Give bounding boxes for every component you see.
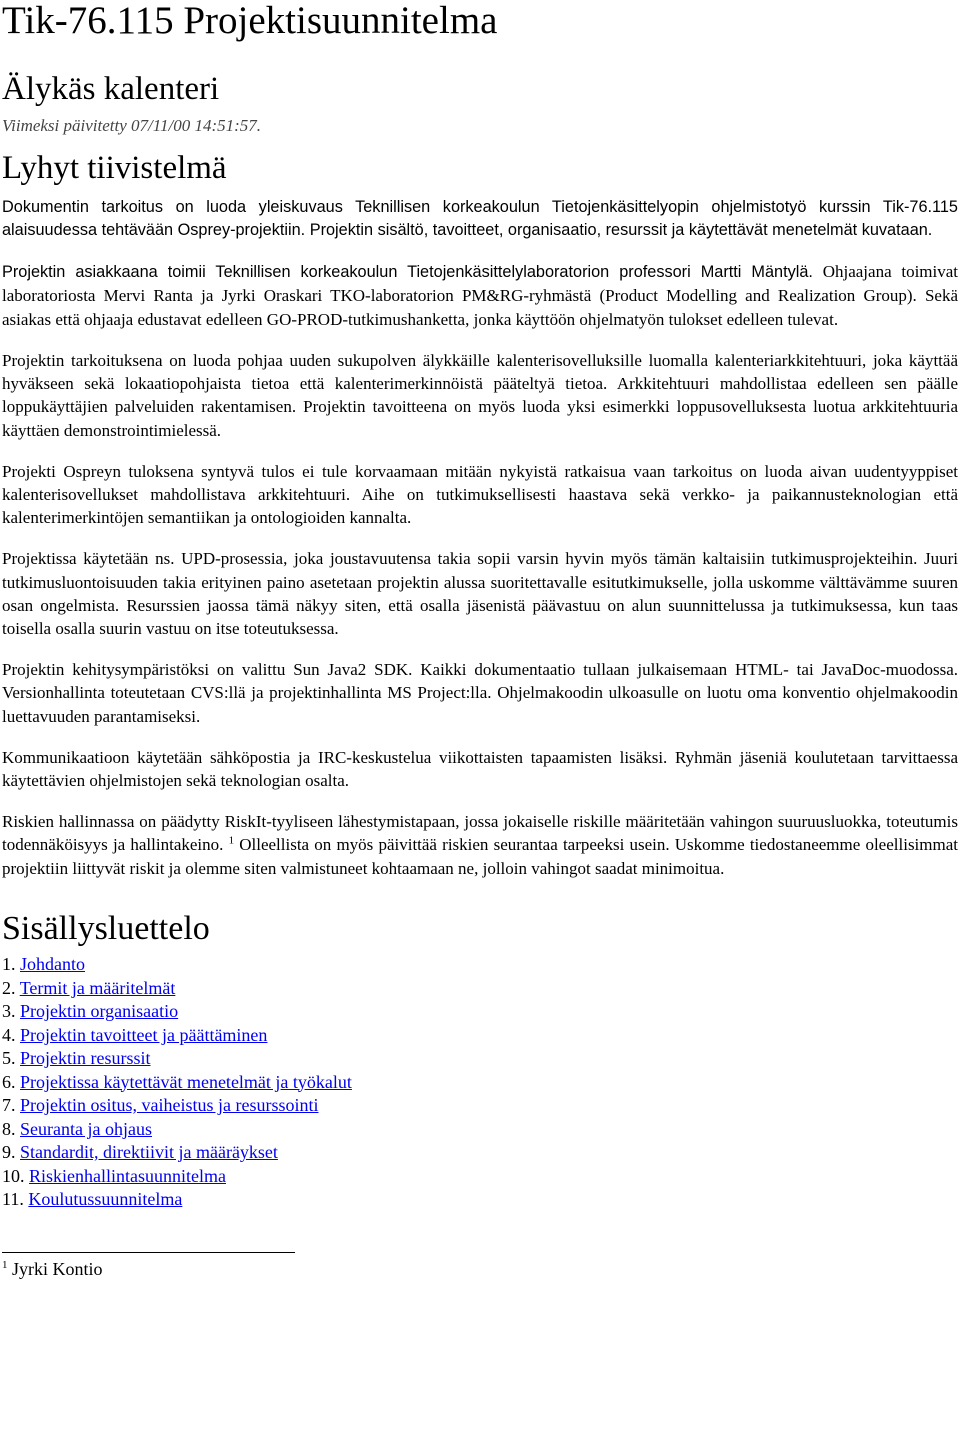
toc-item <box>2 1141 958 1165</box>
toc-link-standardit[interactable]: Standardit, direktiivit ja määräykset <box>20 1142 278 1163</box>
toc-link-seuranta[interactable]: Seuranta ja ohjaus <box>20 1118 152 1139</box>
toc-item <box>2 1165 958 1189</box>
toc-item <box>2 1071 958 1095</box>
summary-paragraph-5: Projektissa käytetään ns. UPD-prosessia, joka joustavuutensa takia sopii varsin hyvin myös tämän kaltaisiin tutkimusprojekteihin. Juuri tutkimusluontoisuuden takia erityinen paino asetetaan projektin alussa suoritettavalle esitutkimukselle, jolla uskomme välttävämme suuren osan ongelmista. Resurssien jaossa tämä näkyy siten, että osalla jäsenistä päävastuu on alun suunnittelussa ja tutkimuksessa, kun taas toisella osalla suurin vastuu on itse toteutuksessa. <box>2 549 958 638</box>
toc-item <box>2 953 958 977</box>
summary-paragraph-4: Projekti Ospreyn tuloksena syntyvä tulos ei tule korvaamaan mitään nykyistä ratkaisua vaan tarkoitus on luoda aivan uudentyyppiset kalenterisovellukset mahdollistava arkkitehtuuri. Aihe on tutkimuksellisesti haastava sekä verkko- ja paikannusteknologian että kalenterimerkintöjen semantiikan ja ontologioiden kannalta. <box>2 461 958 528</box>
summary-paragraph-7: Kommunikaatioon käytetään sähköpostia ja IRC-keskustelua viikottaisten tapaamisten lisäksi. Ryhmän jäseniä koulutetaan tarvittaessa käytettävien ohjelmistojen sekä teknologian osalta. <box>2 747 958 790</box>
toc-link-riskienhallinta[interactable]: Riskienhallintasuunnitelma <box>29 1165 226 1186</box>
footnote <box>2 1259 958 1281</box>
toc-link-ositus[interactable]: Projektin ositus, vaiheistus ja resurssointi <box>20 1095 319 1116</box>
toc-heading: Sisällysluettelo <box>2 909 210 947</box>
summary-paragraph-1: Dokumentin tarkoitus on luoda yleiskuvaus Teknillisen korkeakoulun Tietojenkäsittelyopin ohjelmistotyö kurssin Tik-76.115 alaisuudessa tehtävään Osprey-projektiin. Projektin sisältö, tavoitteet, organisaatio, resurssit ja käytettävät menetelmät kuvataan. <box>2 197 958 240</box>
table-of-contents <box>2 953 958 1212</box>
summary-paragraph-6: Projektin kehitysympäristöksi on valittu Sun Java2 SDK. Kaikki dokumentaatio tullaan julkaisemaan HTML- tai JavaDoc-muodossa. Versionhallinta toteutetaan CVS:llä ja projektinhallinta MS Project:lla. Ohjelmakoodin ulkoasulle on luotu oma konventio ohjelmakoodin luettavuuden parantamiseksi. <box>2 660 958 726</box>
last-updated: Viimeksi päivitetty 07/11/00 14:51:57. <box>2 116 262 136</box>
toc-link-termit[interactable]: Termit ja määritelmät <box>19 977 176 998</box>
toc-item <box>2 1118 958 1142</box>
page-subtitle: Älykäs kalenteri <box>2 70 220 107</box>
toc-item <box>2 1000 958 1024</box>
summary-paragraph-3: Projektin tarkoituksena on luoda pohjaa uuden sukupolven älykkäille kalenterisovelluksille luomalla kalenteriarkkitehtuuri, joka käyttää hyväkseen sekä lokaatiopohjaista tietoa että kalenterimerkinnöistä pääteltyä tietoa. Arkkitehtuuri mahdollistaa edelleen sen päälle loppukäyttäjien palveluiden rakentamisen. Projektin tavoitteena on myös luoda yksi esimerkki loppusovelluksesta luotua arkkitehtuuria käyttäen demonstrointimielessä. <box>2 350 958 440</box>
toc-number: 6. <box>2 1071 16 1092</box>
footnote-text: Jyrki Kontio <box>7 1258 103 1279</box>
summary-paragraph-2 <box>2 260 958 331</box>
toc-number: 1. <box>2 954 16 975</box>
toc-number: 9. <box>2 1142 16 1163</box>
client-sentence: Projektin asiakkaana toimii Teknillisen korkeakoulun Tietojenkäsittelylaboratorion professori Martti Mäntylä. <box>2 263 813 282</box>
risk-text-start: Riskien hallinnassa on päädytty RiskIt-tyyliseen lähestymistapaan, jossa jokaiselle riskille määritetään vahingon suuruusluokka, toteutumis todennäköisyys ja hallintakeino. <box>2 812 958 855</box>
risk-text-end: Olleellista on myös päivittää riskien seurantaa tarpeeksi usein. Uskomme tiedostaneemme oleellisimmat projektiin liittyvät riskit ja olemme siten valmistuneet kohtaamaan ne, jolloin vahingot saadat minimoitua. <box>2 835 958 878</box>
toc-link-organisaatio[interactable]: Projektin organisaatio <box>20 1001 179 1022</box>
toc-number: 11. <box>2 1189 24 1210</box>
toc-item <box>2 1094 958 1118</box>
toc-link-koulutus[interactable]: Koulutussuunnitelma <box>28 1189 183 1210</box>
toc-number: 10. <box>2 1165 25 1186</box>
toc-link-resurssit[interactable]: Projektin resurssit <box>20 1048 151 1069</box>
footnote-divider <box>2 1252 295 1253</box>
summary-heading: Lyhyt tiivistelmä <box>2 149 227 186</box>
toc-number: 2. <box>2 977 16 998</box>
toc-link-johdanto[interactable]: Johdanto <box>20 954 85 975</box>
summary-paragraph-8 <box>2 810 958 880</box>
toc-number: 4. <box>2 1024 16 1045</box>
footnote-ref[interactable]: 1 <box>228 834 235 847</box>
toc-item <box>2 977 958 1001</box>
toc-item <box>2 1024 958 1048</box>
footnote-mark: 1 <box>2 1258 8 1271</box>
page-title: Tik-76.115 Projektisuunnitelma <box>2 0 498 42</box>
toc-number: 8. <box>2 1118 16 1139</box>
toc-number: 5. <box>2 1048 16 1069</box>
toc-number: 7. <box>2 1095 16 1116</box>
toc-link-menetelmat[interactable]: Projektissa käytettävät menetelmät ja työkalut <box>20 1071 352 1092</box>
toc-number: 3. <box>2 1001 16 1022</box>
toc-item <box>2 1047 958 1071</box>
toc-item <box>2 1188 958 1212</box>
toc-link-tavoitteet[interactable]: Projektin tavoitteet ja päättäminen <box>20 1024 268 1045</box>
supervisor-text: Ohjaajana toimivat laboratoriosta Mervi Ranta ja Jyrki Oraskari TKO-laboratorion PM&RG-ryhmästä (Product Modelling and Realization Group). Sekä asiakas että ohjaaja edustavat edelleen GO-PROD-tutkimushanketta, jonka käyttöön ohjelmatyön tulokset edelleen tulevat. <box>2 262 959 329</box>
